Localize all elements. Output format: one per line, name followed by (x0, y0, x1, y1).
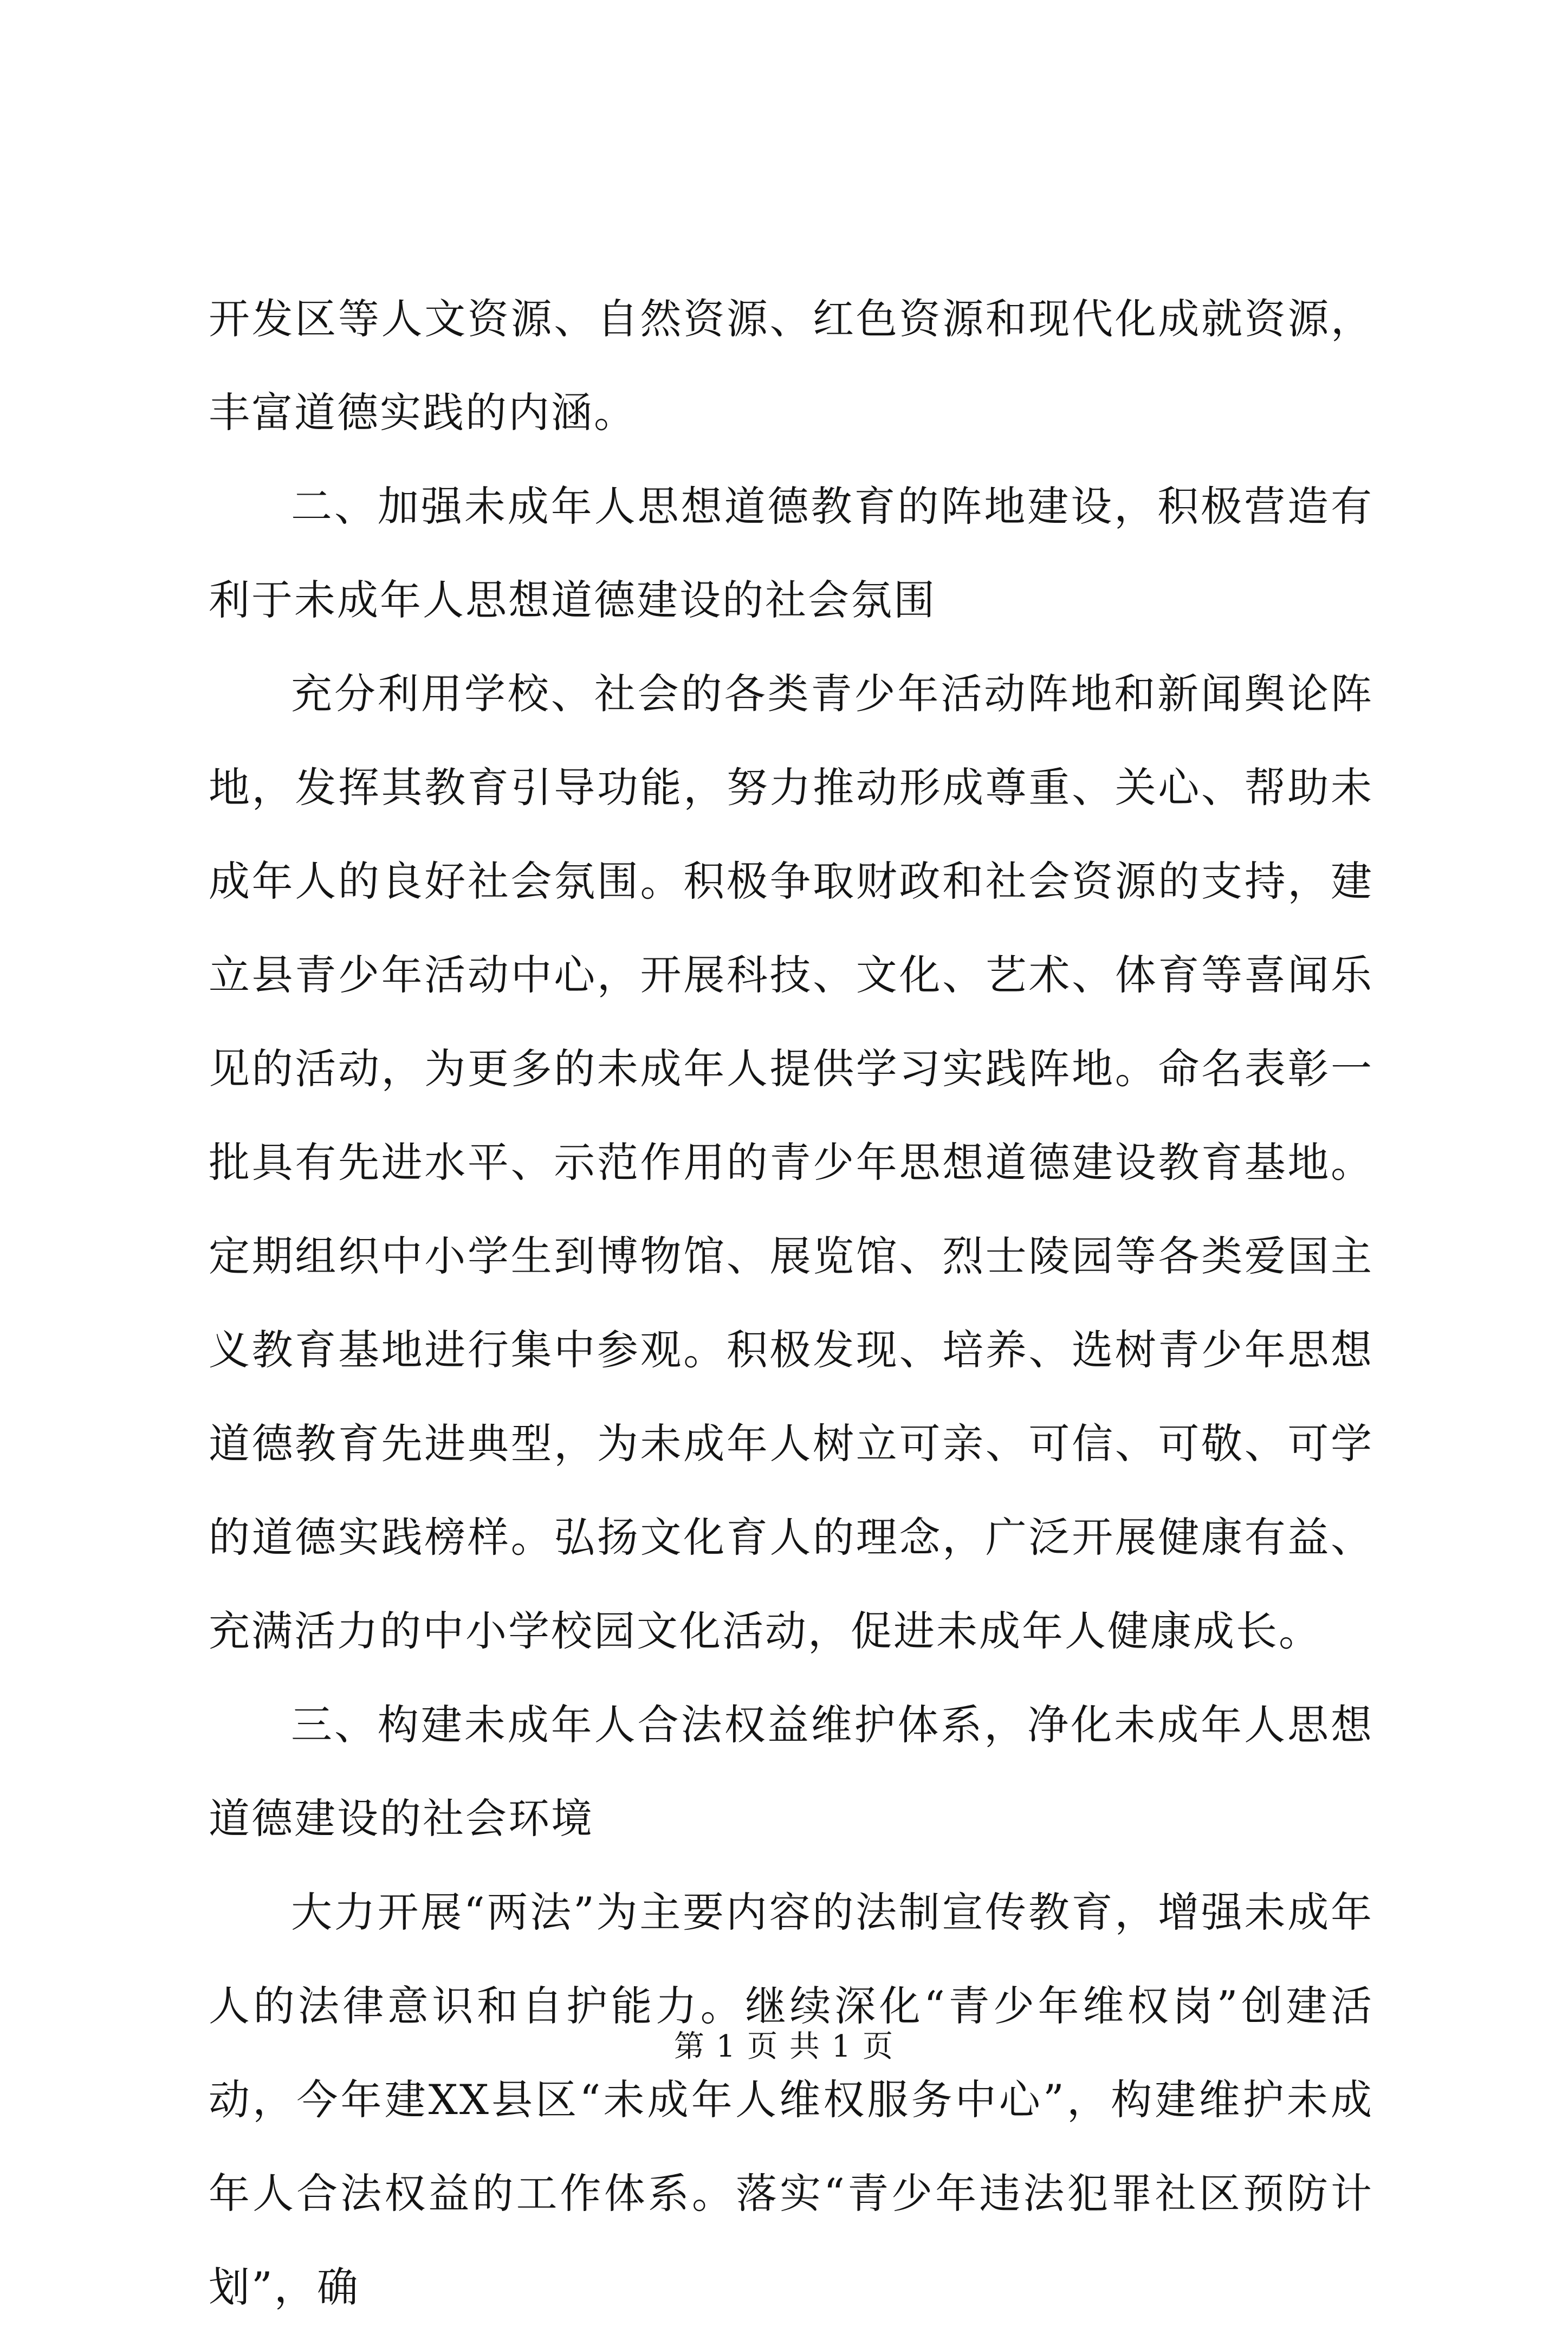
section-heading-3: 三、构建未成年人合法权益维护体系，净化未成年人思想道德建设的社会环境 (209, 1701, 1373, 1843)
paragraph-section-3-body: 大力开展“两法”为主要内容的法制宣传教育，增强未成年人的法律意识和自护能力。继续深化“青少年维权岗”创建活动，今年建XX县区“未成年人维权服务中心”，构建维护未成年人合法权益的工作体系。落实“青少年违法犯罪社区预防计划”，确 (209, 1888, 1373, 2311)
paragraph-continuation: 开发区等人文资源、自然资源、红色资源和现代化成就资源，丰富道德实践的内涵。 (209, 295, 1373, 437)
section-heading-2: 二、加强未成年人思想道德教育的阵地建设，积极营造有利于未成年人思想道德建设的社会氛围 (209, 482, 1373, 624)
paragraph-section-2-body: 充分利用学校、社会的各类青少年活动阵地和新闻舆论阵地，发挥其教育引导功能，努力推动形成尊重、关心、帮助未成年人的良好社会氛围。积极争取财政和社会资源的支持，建立县青少年活动中心，开展科技、文化、艺术、体育等喜闻乐见的活动，为更多的未成年人提供学习实践阵地。命名表彰一批具有先进水平、示范作用的青少年思想道德建设教育基地。定期组织中小学生到博物馆、展览馆、烈士陵园等各类爱国主义教育基地进行集中参观。积极发现、培养、选树青少年思想道德教育先进典型，为未成年人树立可亲、可信、可敬、可学的道德实践榜样。弘扬文化育人的理念，广泛开展健康有益、充满活力的中小学校园文化活动，促进未成年人健康成长。 (209, 670, 1373, 1655)
page-footer: 第 1 页 共 1 页 (673, 2029, 895, 2064)
